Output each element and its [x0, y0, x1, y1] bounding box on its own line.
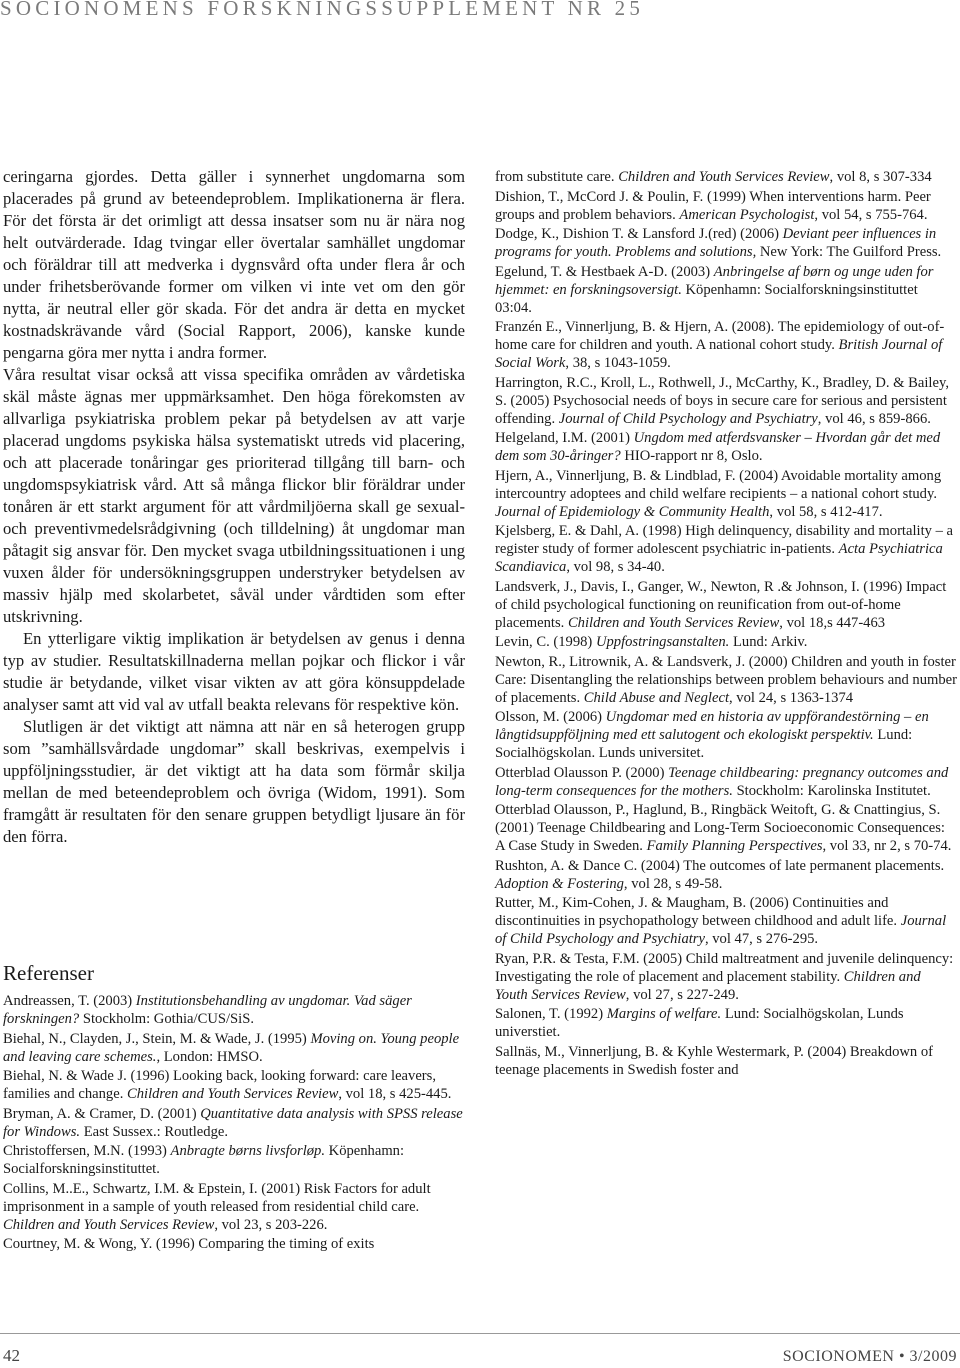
- reference-item: Otterblad Olausson, P., Haglund, B., Ringbäck Weitoft, G. & Cnattingius, S. (2001) Teenage Childbearing and Long-Term Socioeconomic Consequences: A Case Study in Sweden. Family Planning Perspectives, vol 33, nr 2, s 70-74.: [495, 802, 952, 854]
- reference-item: Levin, C. (1998) Uppfostringsanstalten. Lund: Arkiv.: [495, 634, 808, 650]
- references-heading: Referenser: [3, 961, 94, 985]
- reference-item: Rushton, A. & Dance C. (2004) The outcomes of late permanent placements. Adoption & Fostering, vol 28, s 49-58.: [495, 857, 945, 892]
- reference-item: Olsson, M. (2006) Ungdomar med en historia av uppförandestörning – en långtidsuppföljning med ett salutogent och ekologiskt perspektiv. Lund: Socialhögskolan. Lunds universitet.: [495, 709, 929, 761]
- footer-divider: [0, 1333, 960, 1334]
- reference-item: Christoffersen, M.N. (1993) Anbragte børns livsforløp. Köpenhamn: Socialforskningsinstituttet.: [3, 1143, 405, 1177]
- reference-item: Landsverk, J., Davis, I., Ganger, W., Newton, R .& Johnson, I. (1996) Impact of child psychological functioning on reunification from out-of-home placements. Children and Youth Services Review, vol 18,s 447-463: [495, 578, 947, 631]
- running-header: SOCIONOMENS FORSKNINGSSUPPLEMENT NR 25: [0, 0, 645, 20]
- body-paragraph: ceringarna gjordes. Detta gäller i synnerhet ungdomarna som placerades på grund av beteendeproblem. Implikationerna är flera. För det första är det orimligt att dessa insatser som nu är nära nog helt outvärderade. Idag tvingar eller övertalar samhället ungdomar och föräldrar till att medverka i dygnsvård ofta under flera år och under frihetsberövande former om vilken vi inte vet om den gör nytta, är neutral eller gör skada. För det andra är detta en mycket kostnadskrävande vård (Social Rapport, 2006), kanske kunde pengarna göra mer nytta i andra former.: [3, 167, 465, 362]
- body-paragraph: Slutligen är det viktigt att nämna att när en så heterogen grupp som ”samhällsvårdade ungdomar” skall beskrivas, exempelvis i uppföljningsstudier, är det viktigt att ha data som förmår skilja mellan de med beteendeproblem och övriga (Widom, 1991). Som framgått är resultaten för den senare gruppen betydligt ljusare än för den förra.: [3, 717, 465, 846]
- reference-item: Rutter, M., Kim-Cohen, J. & Maugham, B. (2006) Continuities and discontinuities in psychopathology between childhood and adult life. Journal of Child Psychology and Psychiatry, vol 47, s 276-295.: [495, 895, 947, 947]
- reference-item: Courtney, M. & Wong, Y. (1996) Comparing the timing of exits: [3, 1236, 375, 1252]
- reference-list-left: [3, 992, 465, 1255]
- reference-item: Helgeland, I.M. (2001) Ungdom med atferdsvansker – Hvordan går det med dem som 30-åringer? HIO-rapport nr 8, Oslo.: [495, 430, 941, 464]
- reference-item: Andreassen, T. (2003) Institutionsbehandling av ungdomar. Vad säger forskningen? Stockholm: Gothia/CUS/SiS.: [3, 993, 412, 1027]
- reference-item: Harrington, R.C., Kroll, L., Rothwell, J., McCarthy, K., Bradley, D. & Bailey, S. (2005) Psychosocial needs of boys in secure care for serious and persistent offending. Journal of Child Psychology and Psychiatry, vol 46, s 859-866.: [495, 374, 949, 427]
- body-paragraph: En ytterligare viktig implikation är betydelsen av genus i denna typ av studier. Resultatskillnaderna mellan pojkar och flickor i vår studie är betydande, vilket visar vikten av att göra könsuppdelade analyser samt att vid val av utfall beakta relevans för respektive kön.: [3, 629, 465, 714]
- reference-list-right: [495, 168, 957, 1080]
- reference-item: Sallnäs, M., Vinnerljung, B. & Kyhle Westermark, P. (2004) Breakdown of teenage placements in Swedish foster and: [495, 1043, 934, 1078]
- reference-item: Bryman, A. & Cramer, D. (2001) Quantitative data analysis with SPSS release for Windows. East Sussex.: Routledge.: [3, 1105, 463, 1140]
- reference-item: Franzén E., Vinnerljung, B. & Hjern, A. (2008). The epidemiology of out-of-home care for children and youth. A national cohort study. British Journal of Social Work, 38, s 1043-1059.: [495, 319, 945, 371]
- reference-item: Biehal, N. & Wade J. (1996) Looking back, looking forward: care leavers, families and change. Children and Youth Services Review, vol 18, s 425-445.: [3, 1068, 452, 1102]
- reference-item: Kjelsberg, E. & Dahl, A. (1998) High delinquency, disability and mortality – a register study of former adolescent psychiatric in-patients. Acta Psychiatrica Scandiavica, vol 98, s 34-40.: [495, 523, 953, 575]
- reference-item: Salonen, T. (1992) Margins of welfare. Lund: Socialhögskolan, Lunds universtiet.: [495, 1006, 904, 1040]
- reference-item: Dishion, T., McCord J. & Poulin, F. (1999) When interventions harm. Peer groups and problem behaviors. American Psychologist, vol 54, s 755-764.: [495, 188, 931, 223]
- body-paragraph: Våra resultat visar också att vissa specifika områden av vårdetiska skäl måste ägnas mer uppmärksamhet. Den höga förekomsten av allvarliga psykiatriska problem pekar på betydelsen av att varje placerad ungdoms psykiska hälsa systematiskt utreds vid placering, och att placerade tonåringar ges prioriterad tillgång till barn- och ungdomspsykiatrisk vård. Att så många flickor blir föräldrar under tonåren är ett starkt argument för att vårdmiljöerna skall ge sexual- och preventivmedelsrådgivning (och tilldelning) åt ungdomar man påtagit sig ansvar för. Den mycket svaga utbildningssituationen i ung vuxen ålder för undersökningsgruppen understryker betydelsen av massiv hjälp med skolarbetet, såväl under vårdtiden som efter utskrivning.: [3, 365, 465, 626]
- reference-item: Dodge, K., Dishion T. & Lansford J.(red) (2006) Deviant peer influences in programs for youth. Problems and solutions, New York: The Guilford Press.: [495, 226, 942, 260]
- reference-item: Egelund, T. & Hestbaek A-D. (2003) Anbringelse af børn og unge uden for hjemmet: en forskningsoversigt. Köpenhamn: Socialforskningsinstituttet 03:04.: [495, 263, 934, 316]
- reference-item: Biehal, N., Clayden, J., Stein, M. & Wade, J. (1995) Moving on. Young people and leaving care schemes., London: HMSO.: [3, 1030, 460, 1065]
- reference-item: Hjern, A., Vinnerljung, B. & Lindblad, F. (2004) Avoidable mortality among intercountry adoptees and child welfare recipients – a national cohort study. Journal of Epidemiology & Community Health, vol 58, s 412-417.: [495, 467, 942, 520]
- reference-item: from substitute care. Children and Youth Services Review, vol 8, s 307-334: [495, 169, 932, 185]
- reference-item: Collins, M..E., Schwartz, I.M. & Epstein, I. (2001) Risk Factors for adult imprisonment in a sample of youth released from residential child care. Children and Youth Services Review, vol 23, s 203-226.: [3, 1180, 431, 1233]
- page-number: 42: [3, 1346, 20, 1365]
- body-text: [3, 166, 465, 848]
- reference-item: Ryan, P.R. & Testa, F.M. (2005) Child maltreatment and juvenile delinquency: Investigating the role of placement and placement stability. Children and Youth Services Review, vol 27, s 227-249.: [495, 950, 954, 1003]
- reference-item: Otterblad Olausson P. (2000) Teenage childbearing: pregnancy outcomes and long-term consequences for the mothers. Stockholm: Karolinska Institutet.: [495, 764, 949, 799]
- journal-issue: SOCIONOMEN • 3/2009: [782, 1348, 957, 1365]
- reference-item: Newton, R., Litrownik, A. & Landsverk, J. (2000) Children and youth in foster Care: Disentangling the relationships between problem behaviours and number of placements. Child Abuse and Neglect, vol 24, s 1363-1374: [495, 653, 958, 706]
